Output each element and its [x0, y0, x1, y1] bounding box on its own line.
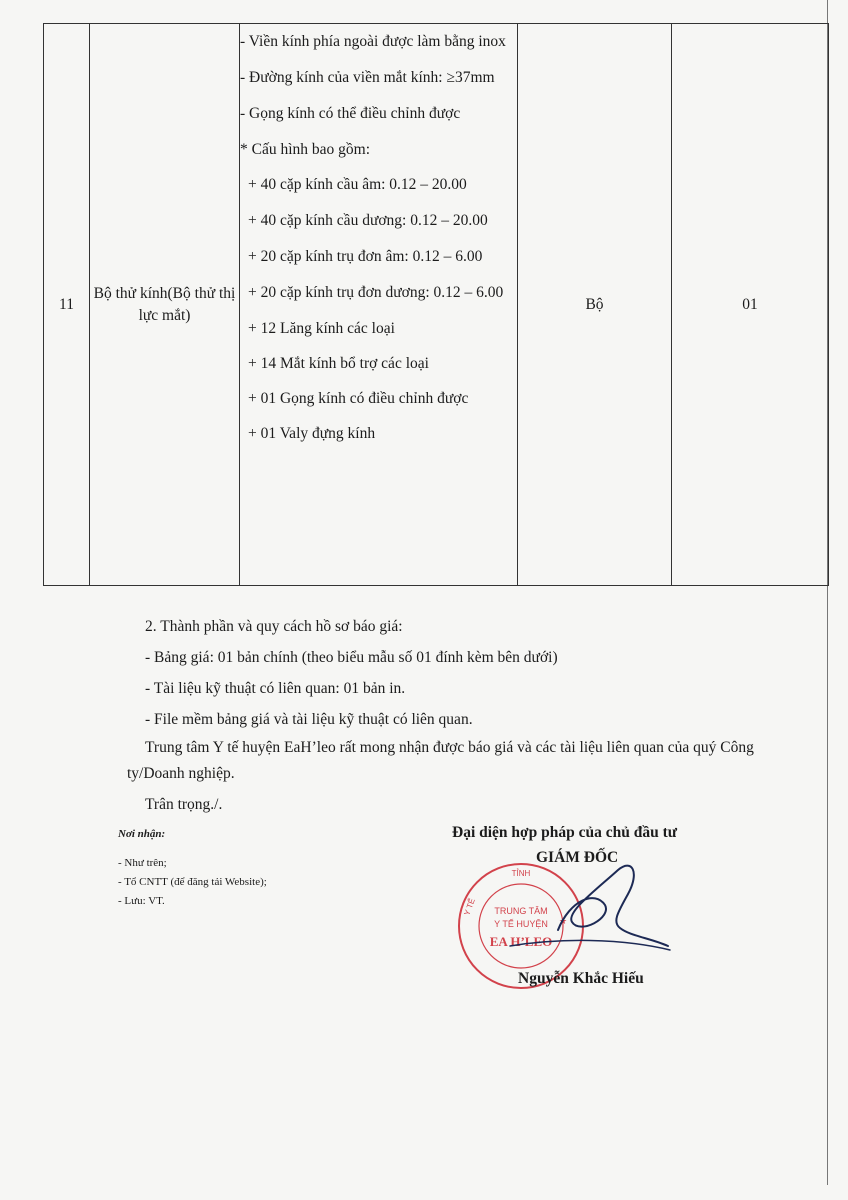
- spec-line: + 01 Valy đựng kính: [248, 425, 376, 442]
- seal-top-text: TỈNH: [511, 869, 531, 878]
- spec-line: + 20 cặp kính trụ đơn âm: 0.12 – 6.00: [248, 248, 483, 265]
- table-row: [44, 24, 829, 586]
- item-unit: Bộ: [518, 24, 672, 586]
- seal-line-3: EA H’LEO: [489, 934, 553, 949]
- recipient-item: - Như trên;: [118, 857, 167, 869]
- spec-line: + 12 Lăng kính các loại: [248, 320, 395, 337]
- section-heading: 2. Thành phần và quy cách hồ sơ báo giá:: [145, 618, 403, 635]
- signature-stroke: [558, 866, 668, 946]
- seal-line-1: TRUNG TÂM: [494, 906, 548, 916]
- signer-position: GIÁM ĐỐC: [536, 849, 619, 866]
- signer-title: Đại diện hợp pháp của chủ đầu tư: [452, 824, 678, 841]
- signature-underline: [510, 940, 670, 950]
- item-specification: [240, 24, 518, 586]
- recipient-item: - Lưu: VT.: [118, 895, 165, 907]
- list-item: - Bảng giá: 01 bản chính (theo biểu mẫu số 01 đính kèm bên dưới): [145, 649, 558, 666]
- spec-line: - Gọng kính có thể điều chỉnh được: [240, 105, 461, 122]
- item-quantity: 01: [672, 24, 829, 586]
- seal-line-2: Y TẾ HUYỆN: [494, 919, 548, 929]
- spec-line: - Viền kính phía ngoài được làm bằng inox: [240, 33, 506, 50]
- spec-line: * Cấu hình bao gồm:: [240, 141, 371, 158]
- recipients-block: [118, 828, 267, 911]
- spec-line: - Đường kính của viền mắt kính: ≥37mm: [240, 69, 495, 86]
- seal-left-text: Y TẾ: [462, 897, 477, 917]
- regards: Trân trọng./.: [145, 796, 223, 813]
- spec-line: + 20 cặp kính trụ đơn dương: 0.12 – 6.00: [248, 284, 504, 301]
- row-number: 11: [44, 24, 90, 586]
- recipient-item: - Tổ CNTT (để đăng tải Website);: [118, 876, 267, 888]
- item-name: Bộ thử kính(Bộ thử thị lực mắt): [90, 24, 240, 586]
- signer-name: Nguyễn Khắc Hiếu: [518, 970, 644, 987]
- recipients-title: Nơi nhận:: [118, 828, 166, 840]
- list-item: - File mềm bảng giá và tài liệu kỹ thuật có liên quan.: [145, 711, 473, 728]
- spec-line: + 01 Gọng kính có điều chỉnh được: [248, 390, 469, 407]
- handwritten-signature: [500, 850, 680, 970]
- document-body: [127, 611, 767, 820]
- closing-paragraph: Trung tâm Y tế huyện EaH’leo rất mong nhận được báo giá và các tài liệu liên quan của quý Công ty/Doanh nghiệp.: [127, 739, 754, 782]
- star-icon: ★: [559, 917, 568, 927]
- equipment-table: [43, 23, 829, 586]
- spec-line: + 40 cặp kính cầu dương: 0.12 – 20.00: [248, 212, 488, 229]
- spec-line: + 14 Mắt kính bổ trợ các loại: [248, 355, 429, 372]
- list-item: - Tài liệu kỹ thuật có liên quan: 01 bản in.: [145, 680, 406, 697]
- spec-line: + 40 cặp kính cầu âm: 0.12 – 20.00: [248, 176, 467, 193]
